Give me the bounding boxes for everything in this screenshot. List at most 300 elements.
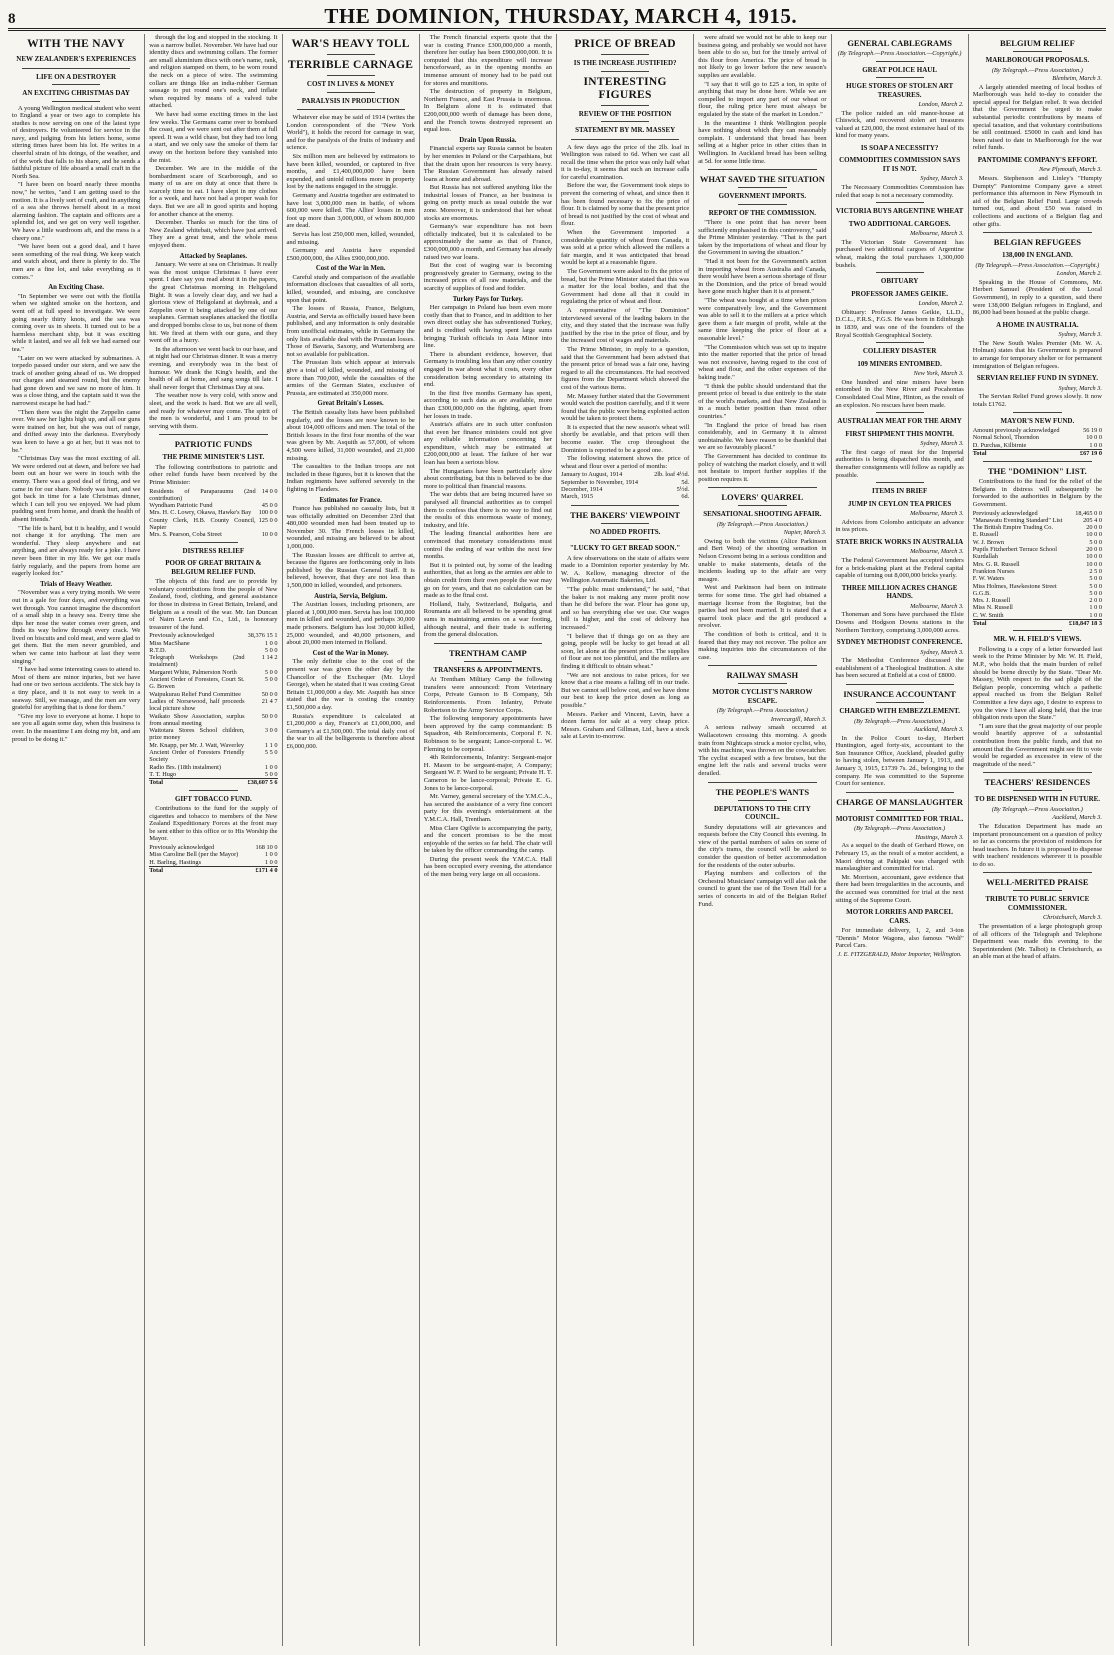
ledger-name: Mr. Knapp, per Mr. J. Watt, Waverley — [149, 741, 245, 749]
ledger-row — [149, 517, 277, 532]
subheading: Attacked by Seaplanes. — [179, 252, 248, 260]
subscription-list — [149, 488, 277, 539]
ledger-name: January to August, 1914 — [561, 471, 623, 479]
article-paragraph: In the Police Court to-day, Herbert Huntington, aged forty-six, accountant to the Sun Insurance Office, Auckland, pleaded guilty to having stolen, between January 1, 1913, and January 3, 1915, £1739 7s. 2d., belonging to the company. He was committed to the Supreme Court for sentence. — [835, 734, 964, 788]
article-paragraph: The Prussian lists which appear at intervals give a total of killed, wounded, and missing of more than 700,000, while the casualties of the armies of the German States, exclusive of Prussia, are estimated at 350,000 more. — [286, 359, 415, 397]
article-paragraph: It is expected that the new season's wheat will shortly be available, and that prices will then become easier. The crop throughout the Dominion is reported to be a good one. — [561, 423, 690, 454]
article-paragraph: Before the war, the Government took steps to prevent the cornering of wheat, and since then it has been found necessary to fix the price of flour. It is claimed by some that the present price of bread is not justified by the cost of wheat and flour. — [561, 182, 690, 228]
article-paragraph: through the log and stopped in the stocking. It was a narrow bullet. November. We have had our identity discs and swimming collars. The former are small aluminium discs with one's name, rank, and religion stamped on them, to be worn round the neck on a piece of wire. The swimming collars are things like an india-rubber German sausage to put round one's neck, and inflate when required by means of a valved tube attached. — [149, 34, 278, 110]
column-rule — [571, 505, 679, 506]
article-paragraph: Austria's affairs are in such utter confusion that even her finance ministers could not give any reliable information concerning her expenditure, which may be estimated at £200,000,000 at least. The failure of her war loan has been a serious blow. — [423, 421, 552, 467]
headline: WAR'S HEAVY TOLL — [291, 38, 410, 50]
ledger-name: Total — [973, 620, 1065, 628]
article-paragraph: The Russian losses are difficult to arrive at, because the figures are forthcoming only in lists published by the Russian General Staff. It is believed, however, that they are not less than 1,500,000 in killed, wounded, and prisoners. — [286, 551, 415, 590]
ledger-row — [973, 517, 1102, 524]
subheading: Estimates for France. — [319, 496, 382, 504]
article-paragraph: "The Commission which was set up to inquire into the matter reported that the price of bread was not excessive, having regard to the cost of wheat and flour, and the other expenses of the baking trade." — [698, 343, 827, 381]
headline: TRENTHAM CAMP — [449, 647, 527, 658]
ledger-row — [149, 851, 277, 858]
article-paragraph: Germany and Austria have expended £500,000,000, the Allies £900,000,000. — [286, 247, 415, 262]
article-paragraph: Owing to both the victims (Alice Parkinson and Bert West) of the shooting sensation in Nelson Crescent being in a serious condition and unable to make statements, details of the incidents leading up to the affair are very meagre. — [698, 537, 827, 583]
dateline: Invercargill, March 3. — [770, 715, 827, 723]
ledger-row — [973, 575, 1102, 582]
article-paragraph: In the first five months Germany has spent, according to such data as are available, more than £300,000,000 on the fighting, apart from her losses in trade. — [423, 389, 552, 420]
ledger-amount: 1 1 0 — [264, 741, 278, 749]
ledger-amount: £171 4 0 — [249, 866, 277, 874]
ledger-row — [973, 434, 1102, 441]
headline: SERVIAN RELIEF FUND IN SYDNEY. — [976, 374, 1098, 383]
article-paragraph: We have had some exciting times in the last few weeks. The Germans came over to bombard the coast, and we were sent out after them at full speed. It was a wild chase, but they had too long a start, and we only saw the smoke of them far away on the horizon before they vanished into the mist. — [149, 110, 278, 164]
ledger-amount: 2 0 0 — [1089, 597, 1102, 605]
ledger-row — [149, 713, 277, 728]
column-rule — [708, 665, 816, 666]
headline: A HOME IN AUSTRALIA. — [996, 320, 1079, 329]
headline: TEACHERS' RESIDENCES — [984, 777, 1091, 788]
column-rule — [738, 187, 786, 188]
article-paragraph: "There is one point that has never been sufficiently emphasised in this controversy," said the Prime Minister yesterday. "That is the part taken by the importations of wheat and flour by the Government in saving the situation." — [698, 219, 827, 257]
ledger-amount: 1 0 0 — [264, 858, 278, 866]
article-paragraph: "I have been on board nearly three months now," he writes, "and I am getting used to the motion. It is a lively sort of craft, and in anything of a sea she throws herself about in a most alarming fashion. The captain and officers are a splendid lot, and we get on very well together. We have a little wardroom aft, and the mess is a cheery one." — [12, 181, 141, 242]
ledger-name: September to November, 1914 — [561, 478, 639, 486]
subscription-list — [973, 427, 1102, 457]
ledger-amount: 5 0 0 — [1089, 575, 1102, 583]
ledger-name: Waitotara Stores School children, prize money — [149, 727, 245, 742]
headline: ITEMS IN BRIEF — [872, 487, 928, 496]
ledger-name: County Clerk, H.B. County Council, Napier — [149, 516, 256, 532]
headline: 109 MINERS ENTOMBED. — [857, 359, 942, 368]
ledger-row — [973, 583, 1102, 590]
article-paragraph: The Government has decided to continue its policy of watching the market closely, and it will not hesitate to import further supplies if the position requires it. — [698, 452, 827, 483]
dateline: Hastings, March 3. — [915, 833, 964, 841]
masthead — [8, 4, 1106, 31]
ledger-name: Radio Brs. (18th instalment) — [149, 763, 221, 771]
byline: J. E. FITZGERALD, Motor Importer, Wellington. — [837, 950, 962, 958]
ledger-name: E. Russell — [972, 531, 999, 539]
article-paragraph: When the Government imported a considerable quantity of wheat from Canada, it was sold at a price which allowed the millers a fair margin, and it was anticipated that bread would be kept at a reasonable figure. — [561, 229, 690, 267]
article-paragraph: A largely attended meeting of local bodies of Marlborough was held to-day to consider the special appeal for Belgian relief. It was decided that the Government be urged to make substantial periodic contributions by means of special taxation, and that voluntary contributions be still continued. £5000 in cash and kind has been raised to date in Marlborough for the war relief funds. — [972, 83, 1102, 152]
article-paragraph: A representative of "The Dominion" interviewed several of the leading bakers in the city, and they stated that the increase was fully justified by the rise in the price of flour, and by the increased cost of wages and materials. — [561, 306, 690, 345]
article-paragraph: Playing numbers and collectors of the Orchestral Musicians' campaign will also ask the council to grant the use of the Town Hall for a series of concerts in aid of the Belgian Relief Fund. — [698, 870, 827, 908]
article-paragraph: The Austrian losses, including prisoners, are placed at 1,000,000 men. Servia has lost 100,000 men in killed and wounded, and perhaps 30,000 made prisoners. Belgium has lost 30,000 killed, 25,000 wounded, and 40,000 prisoners, and about 20,000 men interned in Holland. — [286, 601, 415, 647]
ledger-name: December, 1914 — [561, 486, 603, 494]
article-paragraph: "I think the public should understand that the present price of bread is due entirely to the state of the world's markets, and that New Zealand is in a much better position than most other countries." — [698, 382, 827, 420]
ledger-amount: 20 0 0 — [1086, 524, 1102, 532]
article-paragraph: A young Wellington medical student who went to England a year or two ago to complete his studies is now serving on one of the latest type of destroyers. He volunteered for service in the navy, and judging from his letters home, some stirring times have been his lot. He writes in a cheerful strain of his doings, of the weather, and of the work that falls to his share, and he sends a faithful picture of life aboard a small craft in the North Sea. — [12, 104, 141, 180]
headline: THE BAKERS' VIEWPOINT — [570, 509, 681, 520]
headline: JUMP IN CEYLON TEA PRICES — [847, 499, 952, 508]
ledger-amount: 20 0 0 — [1086, 546, 1102, 554]
article-paragraph: But Russia has not suffered anything like the industrial losses of France, as her business is going on pretty much as usual outside the war zone. Moreover, it is understood that her wheat stocks are enormous. — [423, 184, 552, 222]
subheading: Cost of the War in Men. — [315, 265, 386, 273]
headline: REVIEW OF THE POSITION — [578, 109, 672, 118]
column-rule — [983, 872, 1092, 873]
ledger-name: Margaret White, Palmerston North — [149, 668, 237, 676]
ledger-name: March, 1915 — [561, 493, 594, 501]
column-6 — [694, 34, 831, 1646]
ledger-amount: £18,847 18 3 — [1065, 620, 1102, 628]
dateline: Christchurch, March 3. — [1043, 914, 1102, 922]
article-paragraph: Germany's war expenditure has not been officially indicated, but it is calculated to be approximately the same as that of France, £300,000,000 a month, and Germany has already raised two war loans. — [423, 223, 552, 261]
headline: SENSATIONAL SHOOTING AFFAIR. — [703, 510, 822, 519]
ledger-row — [149, 749, 277, 764]
headline: PARALYSIS IN PRODUCTION — [301, 96, 400, 105]
article-paragraph: "The wheat was bought at a time when prices were comparatively low, and the Government was able to sell it to the millers at a price which gave them a fair margin of profit, while at the same time keeping the price of flour at a reasonable level." — [698, 297, 827, 342]
ledger-amount: 5 0 0 — [264, 646, 278, 654]
column-rule — [1013, 51, 1062, 52]
headline: WITH THE NAVY — [27, 38, 126, 50]
ledger-amount: 6d. — [681, 493, 690, 501]
ledger-name: Total — [149, 866, 249, 874]
article-paragraph: A few observations on the state of affairs were made to a Dominion reporter yesterday by Mr. W. A. Kellow, managing director of the Wellington Automatic Bakeries, Ltd. — [561, 554, 690, 585]
ledger-row — [973, 427, 1102, 434]
article-paragraph: Germany and Austria together are estimated to have lost 3,000,000 men in battle, of whom 600,000 were killed. The Allies' losses in men foot up more than 3,000,000, of whom 800,000 are dead. — [286, 191, 415, 230]
column-rule — [708, 782, 816, 783]
headline: WELL-MERITED PRAISE — [986, 877, 1089, 888]
headline: THREE MILLION ACRES CHANGE HANDS. — [841, 583, 958, 601]
dateline: Napier, March 3. — [783, 529, 827, 537]
ledger-name: R.T.D. — [149, 646, 167, 654]
column-rule — [22, 68, 130, 69]
headline: CHARGE OF MANSLAUGHTER — [836, 796, 963, 807]
article-paragraph: In the meantime I think Wellington people have nothing about which they can reasonably complain. I understand that bread has been selling at a higher price in other cities than in Wellington. In Auckland bread has been selling at 5d. for some little time. — [698, 119, 827, 165]
ledger-name: Miss Holmes, Hawkestone Street — [972, 582, 1057, 590]
headline: MARLBOROUGH PROPOSALS. — [985, 56, 1090, 64]
ledger-name: The British Empire Trading Co. — [972, 524, 1054, 532]
subscription-list — [149, 632, 277, 786]
headline: BELGIAN REFUGEES — [993, 237, 1081, 248]
ledger-amount: 2 5 0 — [1089, 567, 1102, 575]
ledger-amount: 205 4 0 — [1083, 516, 1102, 524]
article-paragraph: "Then there was the night the Zeppelin came over. We saw her lights high up, and all our guns were trained on her, but she was out of range, and drifted away into the darkness. Everybody was keen to have a go at her, but it was not to be." — [12, 408, 141, 454]
ledger-amount: 38,376 15 1 — [247, 632, 278, 640]
headline: INTERESTING FIGURES — [583, 75, 667, 101]
ledger-row — [149, 742, 277, 749]
headline: PROFESSOR JAMES GEIKIE. — [851, 289, 948, 298]
ledger-row — [973, 604, 1102, 611]
article-paragraph: Contributions to the fund for the relief of the Belgians in distress will subsequently be forwarded to the authorities in Belgium by the Government. — [972, 478, 1102, 508]
headline: AUSTRALIAN MEAT FOR THE ARMY — [837, 417, 962, 426]
ledger-name: Ancient Order of Foresters, Court St. G. Bowen — [149, 676, 245, 691]
column-rule — [983, 461, 1092, 462]
ledger-amount: 10 0 0 — [1086, 553, 1102, 561]
column-2 — [145, 34, 282, 1646]
ledger-amount: 5 0 0 — [264, 770, 278, 778]
ledger-name: Kurdallah — [972, 553, 998, 561]
article-paragraph: Mr. Varney, general secretary of the Y.M.C.A., has secured the assistance of a very fine concert party for this evening's entertainment at the Y.M.C.A. Hall, Trentham. — [423, 793, 552, 823]
article-paragraph: At Trentham Military Camp the following transfers were announced: From Veterinary Corps, Private Gunson to B Company, 5th Reinforcements. From Infantry, Private Robertson to the Army Service Corps. — [423, 676, 552, 714]
column-rule — [708, 487, 816, 488]
dateline: Sydney, March 3. — [920, 440, 964, 448]
article-paragraph: The objects of this fund are to provide by voluntary contributions from the people of New Zealand, food, clothing, and general assistance for those in distress in Great Britain, Ireland, and Belgium as a result of the war. Mr. Ian Duncan of Nairn Levin and Co., Ltd., is honorary treasurer of the fund. — [149, 578, 278, 631]
dateline: Sydney, March 3. — [920, 648, 964, 656]
article-paragraph: The Prime Minister, in reply to a question, said that the Government had been advised that the present price of bread was a fair one, having regard to all the circumstances. He had received figures from the Department which showed the cost of the various items. — [561, 345, 690, 391]
ledger-row — [973, 531, 1102, 538]
column-rule — [189, 790, 237, 791]
column-8 — [969, 34, 1106, 1646]
article-paragraph: For immediate delivery, 1, 2, and 3-ton "Dennis" Motor Wagons, also famous "Wolf" Parcel Cars. — [835, 927, 964, 950]
ledger-row — [149, 531, 277, 538]
column-rule — [601, 539, 649, 540]
article-paragraph: The Necessary Commodities Commission has ruled that soap is not a necessary commodity. — [835, 184, 964, 199]
ledger-amount: 5 0 0 — [264, 676, 278, 684]
ledger-row — [149, 640, 277, 647]
column-3 — [283, 34, 420, 1646]
article-paragraph: The weather now is very cold, with snow and sleet, and the work is hard. But we are all well, and ready for whatever may come. The spirit of the men is wonderful, and I am proud to be serving with them. — [149, 392, 278, 430]
dateline: Auckland, March 3. — [1052, 814, 1102, 822]
article-paragraph: "Had it not been for the Government's action in importing wheat from Australia and Canada, there would have been a serious shortage of flour in the Dominion, and the price of bread would have gone much higher than it is at present." — [698, 258, 827, 296]
ledger-name: Wyndham Patriotic Fund — [149, 502, 213, 510]
ledger-row — [149, 844, 277, 851]
dateline: Auckland, March 3. — [913, 726, 964, 734]
article-paragraph: "Later on we were attacked by submarines. A torpedo passed under our stern, and we saw the track of another going ahead of us. We dropped our charges and steamed round, but the enemy had gone down and we saw no more of him. It was a close thing, and the captain said it was the narrowest escape he had had." — [12, 354, 141, 408]
ledger-name: Mrs. S. Pearson, Coba Street — [149, 531, 222, 539]
article-paragraph: Advices from Colombo anticipate an advance in tea prices. — [835, 518, 964, 534]
article-paragraph: "In September we were out with the flotilla when we sighted smoke on the horizon, and went off at full speed to investigate. We were going nearly thirty knots, and the sea was coming over us in sheets. It turned out to be a harmless merchant ship, but it was exciting while it lasted, and we all felt we had earned our tea." — [12, 292, 141, 353]
ledger-amount: 1 14 2 — [261, 654, 278, 662]
article-paragraph: The first cargo of meat for the Imperial authorities is being dispatched this month, and thereafter consignments will follow as rapidly as possible. — [835, 448, 964, 479]
ledger-row — [149, 859, 277, 867]
ledger-row — [973, 620, 1102, 628]
masthead-title: THE DOMINION, THURSDAY, MARCH 4, 1915. — [324, 4, 798, 28]
article-paragraph: The Government were asked to fix the price of bread, but the Prime Minister stated that this was a matter for the local bodies, and that the Government had done all that it could in regulating the price of wheat and flour. — [561, 268, 690, 306]
article-paragraph: In the afternoon we went back to our base, and at night had our Christmas dinner. It was a merry evening, and everybody was in the best of humour. We drank the King's health, and the health of all at home, and sang songs till late. I shall never forget that Christmas Day at sea. — [149, 345, 278, 391]
headline: AN EXCITING CHRISTMAS DAY — [22, 89, 130, 97]
headline: CHARGED WITH EMBEZZLEMENT. — [839, 707, 960, 716]
ledger-amount: 10 0 0 — [261, 531, 278, 539]
article-paragraph: A few days ago the price of the 2lb. loaf in Wellington was raised to 6d. When we cast all recall the time when the price was only half what it is to-day, it seems that such an increase calls for careful examination. — [561, 143, 690, 181]
column-rule — [327, 92, 375, 93]
article-paragraph: were afraid we would not be able to keep our business going, and probably we would not have been able to do so, but for the timely arrival of this flour from America. The price of bread is not likely to go lower before the new season's supplies are available. — [698, 34, 827, 79]
column-rule — [571, 139, 679, 140]
headline: REPORT OF THE COMMISSION. — [708, 208, 817, 217]
article-paragraph: Holland, Italy, Switzerland, Bulgaria, and Roumania are all believed to be spending great sums in maintaining armies on a war footing, although neutral, and their trade is suffering from the general dislocation. — [423, 600, 552, 639]
column-4 — [420, 34, 557, 1646]
headline: VICTORIA BUYS ARGENTINE WHEAT — [835, 207, 964, 216]
ledger-name: Ladies of Norsewood, half proceeds local picture show — [149, 697, 245, 713]
article-paragraph: The British casualty lists have been published regularly, and the losses are now known to be about 104,000 officers and men. The total of the British losses in the first four months of the war was given by Mr. Asquith as 57,000, of whom 4,500 were killed, 31,000 wounded, and 21,000 missing. — [286, 408, 415, 462]
subheading: Drain Upon Russia. — [459, 136, 517, 144]
headline: "LUCKY TO GET BREAD SOON." — [569, 544, 681, 553]
ledger-amount: 1 0 0 — [1089, 441, 1102, 449]
column-1 — [8, 34, 145, 1646]
headline: MAYOR'S NEW FUND. — [1000, 416, 1075, 425]
headline: COMMODITIES COMMISSION SAYS IT IS NOT. — [839, 156, 961, 173]
ledger-row — [561, 486, 689, 493]
article-paragraph: Careful study and comparison of the available information discloses that casualties of all sorts, killed, wounded, and missing, are conclusive upon that point. — [286, 273, 415, 304]
article-paragraph: The destruction of property in Belgium, Northern France, and East Prussia is enormous. In Belgium alone it is estimated that £200,000,000 worth of damage has been done, and the French towns destroyed represent an equal loss. — [423, 88, 552, 134]
ledger-amount: 56 19 0 — [1083, 427, 1102, 434]
ledger-name: H. Barling, Hastings — [149, 858, 202, 866]
ledger-name: Telegraph Workshops (2nd instalment) — [149, 654, 245, 669]
ledger-name: Mrs. H. C. Lowry, Okawa, Hawke's Bay — [149, 509, 252, 517]
article-paragraph: "The life is hard, but it is healthy, and I would not change it for anything. The men are wonderful. They sleep anywhere and eat anything, and are always ready for a joke. I have never been fitter in my life. We get our mails fairly regularly, and the papers from home are eagerly looked for." — [12, 524, 141, 578]
article-paragraph: The Hungarians have been particularly slow about contributing, but this is believed to be due more to political than financial reasons. — [423, 467, 552, 490]
column-5 — [557, 34, 694, 1646]
ledger-name: Ancient Order of Foresters Friendly Society — [149, 749, 245, 764]
headline: STATEMENT BY MR. MASSEY — [575, 126, 676, 134]
headline: THE PEOPLE'S WANTS — [715, 786, 810, 797]
article-paragraph: The following temporary appointments have been approved by the camp commandant: B Squadron, 4th Reinforcements, Corporal F. N. Robinson to be sergeant; Lance-corporal L. W. Fleming to be corporal. — [423, 715, 552, 753]
ledger-row — [149, 698, 277, 713]
headline: TO BE DISPENSED WITH IN FUTURE. — [974, 795, 1101, 804]
article-paragraph: Her campaign in Poland has been even more costly than that to France, and in addition to her own direct outlay she has subventioned Turkey, and is credited with having spent large sums bringing Turkish officials in Asia Minor into line. — [423, 304, 552, 350]
ledger-amount: £67 19 0 — [1073, 449, 1102, 457]
column-rule — [738, 683, 786, 684]
article-paragraph: "In England the price of bread has risen considerably, and in Germany it is almost unobtainable. We have reason to be thankful that we are so favourably placed." — [698, 421, 827, 452]
headline: INSURANCE ACCOUNTANT — [843, 689, 956, 700]
dateline: London, March 2. — [918, 300, 964, 308]
ledger-name: Miss MacShane — [149, 639, 190, 647]
subscription-list — [149, 844, 277, 874]
dateline: New York, March 3. — [913, 370, 964, 378]
byline: (By Telegraph.—Press Association.—Copyright.) — [975, 261, 1100, 269]
ledger-amount: 1 0 0 — [264, 851, 278, 859]
ledger-row — [149, 691, 277, 698]
article-paragraph: There is abundant evidence, however, that Germany is troubling less than any other country engaged in war about what it costs, every other consideration being secondary to attaining its end. — [423, 350, 552, 389]
ledger-amount: 18,465 0 0 — [1075, 509, 1102, 517]
article-paragraph: Thoneman and Sons have purchased the Elsie Downs and Hodgson Downs stations in the Northern Territory, comprising 3,000,000 acres. — [835, 611, 964, 634]
column-rule — [601, 523, 649, 524]
headline: NEW ZEALANDER'S EXPERIENCES — [16, 55, 136, 63]
ledger-row — [973, 597, 1102, 604]
ledger-row — [973, 442, 1102, 450]
headline: TRANSFERS & APPOINTMENTS. — [433, 665, 543, 674]
headline: GIFT TOBACCO FUND. — [174, 794, 252, 803]
subheading: Great Britain's Losses. — [317, 400, 384, 408]
article-paragraph: Russia's expenditure is calculated at £1,200,000 a day, France's at £1,000,000, and Germany's at £1,500,000. The total daily cost of the war to all the belligerents is therefore about £6,000,000. — [286, 712, 415, 750]
article-paragraph: "We are not anxious to raise prices, for we know that a rise means a falling off in our trade. But we cannot sell below cost, and we have done our best to keep the price down as long as possible." — [561, 671, 690, 709]
article-paragraph: The casualties to the Indian troops are not included in these figures, but it is known that the Indian regiments have suffered severely in the fighting in Flanders. — [286, 463, 415, 493]
column-7 — [832, 34, 969, 1646]
article-paragraph: The condition of both is critical, and it is feared that they may not recover. The police are making inquiries into the circumstances of the case. — [698, 631, 827, 661]
article-paragraph: But it is pointed out, by some of the leading authorities, that as long as the armies are able to obtain credit from their own people the war may go on for years, and that no calculation can be made as to the final cost. — [423, 561, 552, 600]
byline: (By Telegraph.—Press Association.) — [991, 805, 1083, 813]
article-paragraph: Obituary: Professor James Geikie, LL.D., D.C.L., F.R.S., F.G.S. He was born in Edinburgh in 1839, and was one of the founders of the Royal Scottish Geographical Society. — [835, 308, 964, 339]
ledger-row — [149, 727, 277, 742]
column-rule — [434, 643, 542, 644]
article-paragraph: The Servian Relief Fund grows slowly. It now totals £1762. — [972, 393, 1102, 408]
ledger-row — [973, 553, 1102, 560]
article-paragraph: "I say that it will go to £25 a ton, in spite of anything that may be done here. While we are compelled to import any part of our wheat or flour, the ruling price here must always be regulated by the state of the market in London." — [698, 80, 827, 118]
headline: IS SOAP A NECESSITY? — [860, 143, 939, 152]
subheading: Turkey Pays for Turkey. — [452, 295, 523, 303]
ledger-row — [149, 632, 277, 639]
column-rule — [1013, 890, 1062, 891]
dateline: Sydney, March 3. — [1058, 331, 1102, 339]
ledger-name: Miss N. Russell — [972, 604, 1013, 612]
columns-container — [8, 34, 1106, 1646]
byline: (By Telegraph.—Press Association.) — [854, 717, 946, 725]
dateline: Sydney, March 3. — [920, 175, 964, 183]
column-rule — [738, 800, 786, 801]
ledger-name: F. W. Waters — [972, 575, 1005, 583]
subheading: An Exciting Chase. — [48, 284, 104, 292]
ledger-name: C. W. Smith — [972, 611, 1004, 619]
article-paragraph: Following is a copy of a letter forwarded last week to the Prime Minister by Mr. W. H. Field, M.P., who holds that the main burden of relief should be borne directly by the State. "Dear Mr. Massey, With respect to the sad plight of the Belgian people, concerning which a pathetic appeal reached us from the Belgian Relief Committee a few days ago, I desire to express to you the view I have all along held, that the true obligation rests upon the State." — [972, 645, 1102, 722]
headline: PATRIOTIC FUNDS — [174, 439, 253, 450]
headline: COLLIERY DISASTER — [862, 347, 937, 356]
headline: TERRIBLE CARNAGE — [287, 59, 414, 71]
article-paragraph: 4th Reinforcements, Infantry: Sergeant-major H. Mason to be sergeant-major, A Company; Sergeant W. F. Ward to be sergeant; Private H. T. Cameron to be lance-corporal; Private E. G. Jones to be lance-corporal. — [423, 754, 552, 792]
ledger-row — [973, 449, 1102, 457]
article-paragraph: "The public must understand," he said, "that the baker is not making any more profit now than he did before the war. Flour has gone up, and so has everything else we use. Our wages bill is higher, and the cost of delivery has increased." — [561, 586, 690, 631]
ledger-name: Waipukurau Relief Fund Committee — [149, 690, 241, 698]
article-paragraph: France has published no casualty lists, but it was officially admitted on December 23rd that 480,000 wounded men had been treated up to November 30. The French losses in killed, wounded, and missing are believed to be about 1,000,000. — [286, 505, 415, 551]
ledger-amount: 125 0 0 — [258, 516, 278, 524]
ledger-row — [149, 676, 277, 691]
ledger-name: Total — [149, 779, 244, 787]
headline: NO ADDED PROFITS. — [589, 527, 661, 536]
subscription-list — [973, 510, 1102, 628]
article-paragraph: The Methodist Conference discussed the establishment of a Theological Institution. A site has been secured at Enfield at a cost of £8000. — [835, 657, 964, 680]
column-rule — [738, 505, 786, 506]
ledger-amount: 14 0 0 — [261, 487, 278, 495]
headline: FIRST SHIPMENT THIS MONTH. — [845, 429, 954, 438]
ledger-amount: 168 10 0 — [255, 844, 278, 851]
headline: PRICE OF BREAD — [574, 38, 676, 50]
headline: STATE BRICK WORKS IN AUSTRALIA — [836, 537, 964, 546]
ledger-row — [149, 771, 277, 779]
article-paragraph: The police raided an old manor-house at Chiswick, and recovered stolen art treasures valued at £20,000, the most extensive haul of its kind for many years. — [835, 109, 964, 140]
column-rule — [876, 702, 924, 703]
column-rule — [876, 412, 924, 413]
ledger-name: Frankton Nurses — [972, 567, 1015, 575]
ledger-amount: 21 4 7 — [261, 697, 278, 705]
column-rule — [52, 101, 100, 102]
article-paragraph: The French financial experts quote that the war is costing France £300,000,000 a month, therefore her outlay has been £900,000,000. It is computed that this expenditure will increase henceforward, as in the opening months an immense amount of money had to be paid out for stores and munitions. — [423, 34, 552, 87]
column-rule — [327, 75, 375, 76]
column-rule — [1013, 412, 1062, 413]
subheading: Trials of Heavy Weather. — [40, 580, 113, 588]
ledger-amount: 10 0 0 — [1086, 531, 1102, 539]
article-paragraph: The following contributions to patriotic and other relief funds have been received by the Prime Minister: — [149, 463, 278, 486]
ledger-amount: 100 0 0 — [258, 509, 278, 517]
ledger-row — [149, 764, 277, 771]
column-rule — [601, 121, 649, 122]
column-rule — [738, 204, 786, 205]
headline: PANTOMIME COMPANY'S EFFORT. — [977, 155, 1097, 164]
ledger-name: Mrs. J. Russell — [972, 597, 1011, 605]
column-rule — [876, 342, 924, 343]
dateline: London, March 2. — [1056, 270, 1102, 278]
headline: IS THE INCREASE JUSTIFIED? — [573, 59, 677, 67]
byline: (By Telegraph.—Press Association.) — [991, 66, 1083, 74]
article-paragraph: "We have been out a good deal, and I have seen something of the real thing. We keep watch and watch about, and there is plenty to do. The men are a fine lot, and take everything as it comes." — [12, 243, 141, 281]
dateline: Sydney, March 3. — [1058, 384, 1102, 392]
article-paragraph: December. We are in the middle of the bombardment scare of Scarborough, and so many of us are on duty at once that there is scarcely time to eat. I have slept in my clothes for a week, and have not had a proper wash for days. But we are all in good spirits and hoping for another chance at the enemy. — [149, 165, 278, 218]
article-paragraph: West and Parkinson had been on intimate terms for some time. The girl had obtained a marriage license from the Registrar, but the parties had not been married. It is stated that a quarrel took place and the girl produced a revolver. — [698, 584, 827, 630]
column-rule — [601, 71, 649, 72]
dateline: Melbourne, March 3. — [910, 548, 964, 556]
ledger-amount: 1 0 0 — [1089, 604, 1102, 612]
ledger-name: Previously acknowledged — [149, 632, 215, 640]
ledger-amount: 1 0 0 — [264, 639, 278, 647]
dateline: Melbourne, March 3. — [910, 230, 964, 238]
column-rule — [464, 661, 512, 662]
subheading: Cost of the War in Money. — [312, 649, 389, 657]
column-rule — [876, 810, 924, 811]
article-paragraph: "I am sure that the great majority of our people would heartily approve of a substantial contribution from the public funds, and that no amount that the Government might see fit to vote would be regarded as excessive in view of the magnitude of the need." — [972, 722, 1102, 768]
subheading: Austria, Servia, Belgium. — [314, 592, 388, 600]
article-paragraph: The Victorian State Government has purchased two additional cargoes of Argentine wheat, making the total purchases 1,300,000 bushels. — [835, 238, 964, 269]
column-rule — [297, 109, 405, 110]
column-rule — [52, 84, 100, 85]
ledger-name: Previously acknowledged — [149, 844, 215, 851]
ledger-row — [149, 488, 277, 503]
ledger-row — [149, 669, 277, 676]
ledger-row — [973, 524, 1102, 531]
ledger-amount: 5 0 0 — [264, 668, 278, 676]
